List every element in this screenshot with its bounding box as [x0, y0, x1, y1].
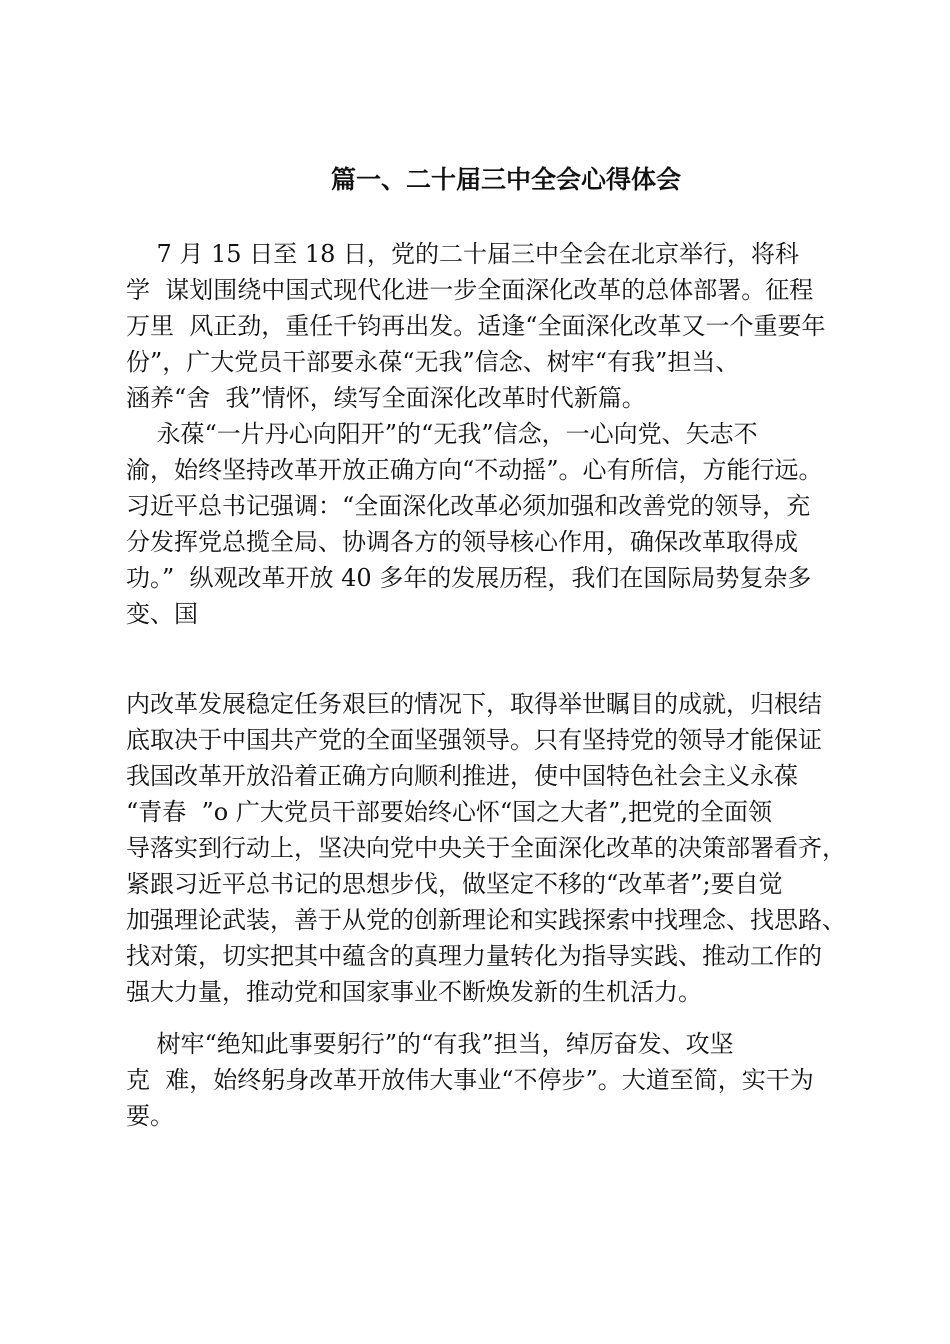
paragraph-4 — [126, 1026, 886, 1134]
text-line: 习近平总书记强调：“全面深化改革必须加强和改善党的领导，充 — [126, 492, 811, 520]
text-line: 紧跟习近平总书记的思想步伐，做坚定不移的“改革者”;要自觉 — [126, 870, 783, 898]
text-line: 学 谋划围绕中国式现代化进一步全面深化改革的总体部署。征程 — [126, 276, 814, 304]
text-line: 涵养“舍 我”情怀，续写全面深化改革时代新篇。 — [126, 384, 646, 412]
text-line: 找对策，切实把其中蕴含的真理力量转化为指导实践、推动工作的 — [126, 942, 822, 970]
text-line: 永葆“一片丹心向阳开”的“无我”信念，一心向党、矢志不 — [126, 420, 758, 448]
paragraph-2 — [126, 416, 886, 632]
text-line: 万里 风正劲，重任千钧再出发。适逢“全面深化改革又一个重要年 — [126, 312, 826, 340]
text-line: 功。” 纵观改革开放 40 多年的发展历程，我们在国际局势复杂多 — [126, 564, 812, 592]
paragraph-3 — [126, 686, 886, 1010]
text-line: 分发挥党总揽全局、协调各方的领导核心作用，确保改革取得成 — [126, 528, 798, 556]
text-line: “青春 ”o 广大党员干部要始终心怀“国之大者”,把党的全面领 — [126, 798, 773, 826]
text-line: 导落实到行动上，坚决向党中央关于全面深化改革的决策部署看齐， — [126, 834, 846, 862]
text-line: 强大力量，推动党和国家事业不断焕发新的生机活力。 — [126, 978, 702, 1006]
text-line: 变、国 — [126, 600, 198, 628]
document-title: 篇一、二十届三中全会心得体会 — [330, 165, 681, 194]
text-line: 7 月 15 日至 18 日，党的二十届三中全会在北京举行，将科 — [126, 240, 800, 268]
text-line: 渝，始终坚持改革开放正确方向“不动摇”。心有所信，方能行远。 — [126, 456, 823, 484]
text-line: 加强理论武装，善于从党的创新理论和实践探索中找理念、找思路、 — [126, 906, 846, 934]
text-line: 内改革发展稳定任务艰巨的情况下，取得举世瞩目的成就，归根结 — [126, 690, 822, 718]
text-line: 树牢“绝知此事要躬行”的“有我”担当，绰厉奋发、攻坚 — [126, 1030, 734, 1058]
paragraph-1 — [126, 236, 886, 416]
text-line: 份”，广大党员干部要永葆“无我”信念、树牢“有我”担当、 — [126, 348, 740, 376]
text-line: 要。 — [126, 1102, 174, 1130]
text-line: 克 难，始终躬身改革开放伟大事业“不停步”。大道至简，实干为 — [126, 1066, 814, 1094]
text-line: 底取决于中国共产党的全面坚强领导。只有坚持党的领导才能保证 — [126, 726, 822, 754]
text-line: 我国改革开放沿着正确方向顺利推进，使中国特色社会主义永葆 — [126, 762, 798, 790]
